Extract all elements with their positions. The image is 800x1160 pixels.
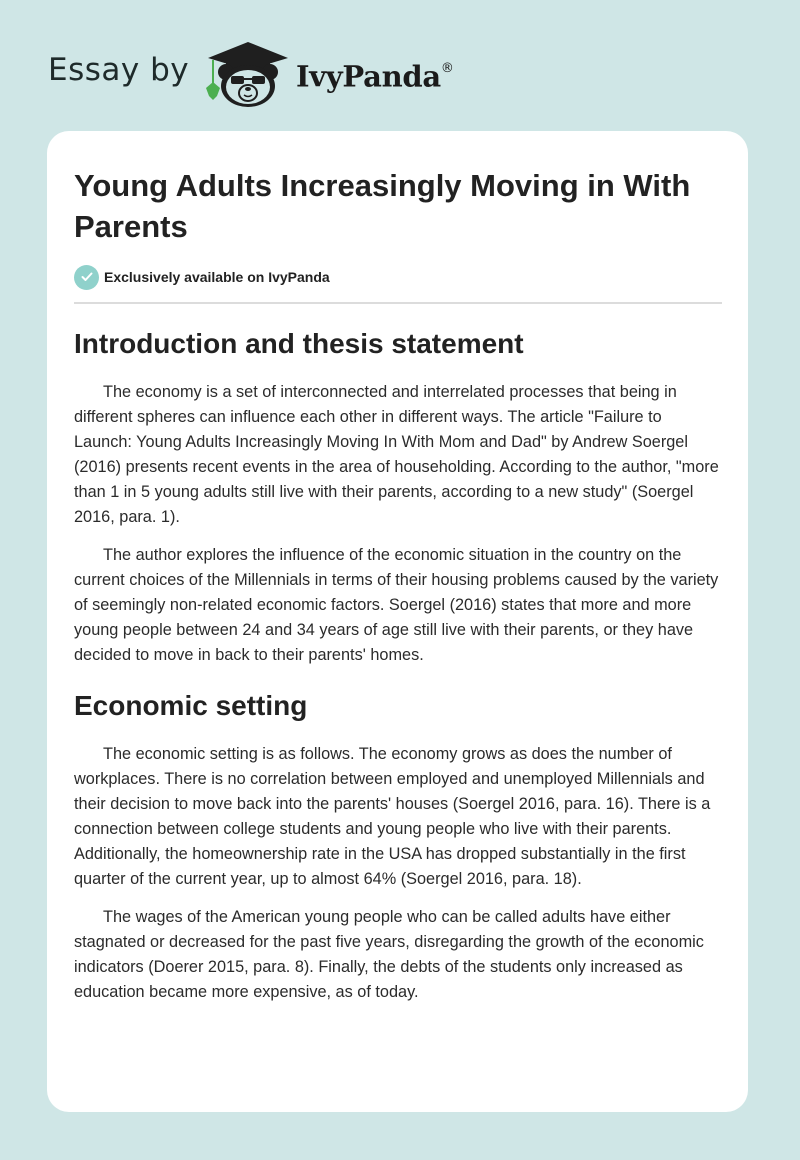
section-heading: Introduction and thesis statement	[74, 328, 524, 359]
page-title: Young Adults Increasingly Moving in With Parents	[74, 168, 691, 244]
brand-name[interactable]	[296, 53, 454, 97]
badge-text: Exclusively available on IvyPanda	[104, 269, 330, 285]
section-introduction	[74, 326, 724, 668]
registered-mark: ®	[440, 61, 454, 76]
essay-by-label: Essay by	[48, 52, 190, 88]
section-economic-setting	[74, 688, 724, 1005]
check-circle-icon	[74, 265, 99, 290]
site-header	[0, 0, 800, 130]
brand-text: IvyPanda	[296, 59, 441, 94]
divider	[74, 302, 722, 304]
essay-card	[47, 131, 748, 1112]
panda-graduate-logo-icon[interactable]	[202, 36, 292, 108]
article-body	[74, 326, 724, 1018]
paragraph: The author explores the influence of the economic situation in the country on the current choices of the Millennials in terms of their housing problems caused by the variety of seemingly non-related economic factors. Soergel (2016) states that more and more young people between 24 and 34 years of age still live with their parents, or they have decided to move in back to their parents' homes.	[74, 546, 719, 664]
exclusive-badge	[74, 264, 330, 290]
paragraph: The wages of the American young people who can be called adults have either stagnated or decreased for the past five years, disregarding the growth of the economic indicators (Doerer 2015, para. 8). Finally, the debts of the students only increased as education became more expensive, as of today.	[74, 908, 704, 1001]
paragraph: The economy is a set of interconnected and interrelated processes that being in different spheres can influence each other in different ways. The article "Failure to Launch: Young Adults Increasingly Moving In With Mom and Dad" by Andrew Soergel (2016) presents recent events in the area of householding. According to the author, "more than 1 in 5 young adults still live with their parents, according to a new study" (Soergel 2016, para. 1).	[74, 383, 719, 526]
section-heading: Economic setting	[74, 690, 308, 721]
paragraph: The economic setting is as follows. The economy grows as does the number of workplaces. There is no correlation between employed and unemployed Millennials and their decision to move back into the parents' houses (Soergel 2016, para. 16). There is a connection between college students and young people who live with their parents. Additionally, the homeownership rate in the USA has dropped substantially in the first quarter of the current year, up to almost 64% (Soergel 2016, para. 18).	[74, 745, 711, 888]
